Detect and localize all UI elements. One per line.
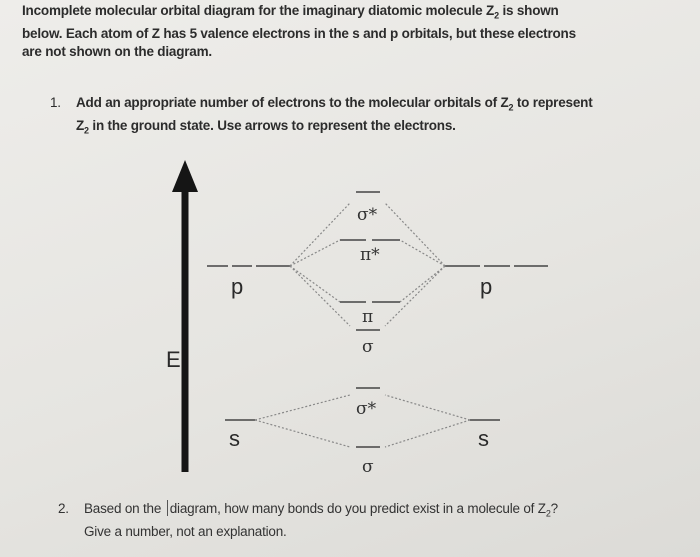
question-2 (58, 500, 678, 541)
atomic-s-left-label: s (229, 426, 240, 451)
mo-sigma-s-label: σ (362, 457, 374, 477)
atomic-s-right-label: s (478, 426, 489, 451)
question-1-sub-a: 2 (508, 102, 514, 113)
question-1-text-c: Z (76, 117, 85, 133)
question-2-text-a: Based on the (84, 501, 162, 516)
atomic-p-left-label: p (231, 274, 244, 299)
question-1-sub-c: 2 (84, 125, 89, 136)
text-cursor (167, 500, 168, 516)
intro-line1: Incomplete molecular orbital diagram for the imaginary diatomic molecule Z (22, 3, 495, 18)
mo-sigma-star-p-label: σ* (357, 205, 378, 225)
intro-line1-end: is shown (498, 3, 559, 18)
mo-sigma-star-s-label: σ* (356, 399, 377, 419)
atomic-p-right-label: p (480, 274, 493, 299)
intro-line2: below. Each atom of Z has 5 valence electrons in the s and p orbitals, but these electrons (22, 25, 576, 41)
intro-line3: are not shown on the diagram. (22, 43, 212, 59)
mo-pi-star-label: π* (360, 245, 380, 265)
question-1-text-b: to represent (513, 95, 593, 110)
question-1-text-a: Add an appropriate number of electrons to the molecular orbitals of Z (76, 95, 509, 110)
mo-sigma-p-label: σ (362, 337, 374, 357)
energy-label: E (166, 347, 181, 372)
mo-pi-label: π (362, 307, 374, 327)
intro-line1-subscript: 2 (494, 10, 499, 21)
question-1-text-d: in the ground state. Use arrows to represent the electrons. (88, 117, 456, 133)
question-2-text-c: ? (550, 501, 558, 516)
energy-axis (172, 160, 198, 472)
question-2-text-d: Give a number, not an explanation. (84, 523, 287, 539)
question-1-number: 1. (50, 95, 61, 110)
question-2-text-b: diagram, how many bonds do you predict exist in a molecule of Z (169, 501, 546, 516)
question-2-number: 2. (58, 501, 69, 516)
question-2-sub: 2 (545, 508, 551, 519)
